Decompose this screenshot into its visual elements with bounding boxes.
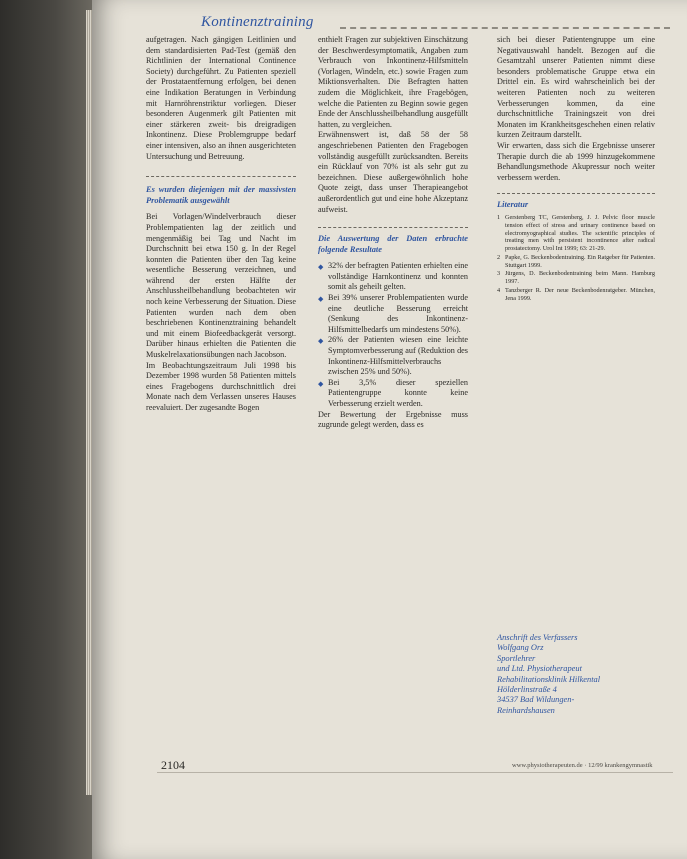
footer-rule	[157, 772, 673, 773]
section-divider	[497, 193, 655, 194]
col2-paragraph-2: Erwähnenswert ist, daß 58 der 58 angeschriebenen Patienten den Fragebogen vollständig ausgefüllt zurücksandten. Bereits ein Rücklauf von 70% ist als sehr gut zu bezeichnen. Diese außergewöhnlich hohe Quote zeigt, dass unser Therapieangebot außerordentlich gut und eine hohe Akzeptanz aufweist.	[318, 130, 468, 214]
address-line: Anschrift des Verfassers	[497, 633, 578, 642]
list-item: ◆ 26% der Patienten wiesen eine leichte Symptomverbesserung auf (Reduktion des Inkontinenz-Hilfsmittelverbrauchs zwischen 25% und 50%).	[318, 335, 468, 377]
col3-paragraph-1: sich bei dieser Patientengruppe um eine Negativauswahl handelt. Bezogen auf die Gesamtzahl unserer Patienten nimmt diese besonders problematische Gruppe etwa ein Drittel ein. Es wird wahrscheinlich bei der weiteren Patienten noch zu weiteren Verbesserungen kommen, da eine durchschnittliche Trainingszeit von drei Monaten im Krankheitsgeschehen einen relativ kurzen Zeitraum darstellt.	[497, 35, 655, 140]
diamond-bullet-icon: ◆	[318, 263, 324, 272]
col3-paragraph-2: Wir erwarten, dass sich die Ergebnisse unserer Therapie durch die ab 1999 hinzugekommene Behandlungsmethode Akupressur noch weiter verbessern werden.	[497, 140, 655, 182]
col2-heading: Die Auswertung der Daten erbrachte folgende Resultate	[318, 234, 468, 254]
address-line: Hölderlinstraße 4	[497, 685, 557, 695]
address-line: Sportlehrer	[497, 653, 536, 663]
list-item: 2 Papke, G. Beckenbodentraining. Ein Ratgeber für Patienten. Stuttgart 1999.	[497, 253, 655, 269]
col2-paragraph-3: Der Bewertung der Ergebnisse muss zugrunde gelegt werden, dass es	[318, 409, 468, 430]
list-item: 3 Jürgens, D. Beckenbodentraining beim Mann. Hamburg 1997.	[497, 270, 655, 286]
list-item: ◆ 32% der befragten Patienten erhielten eine vollständige Harnkontinenz und konnten somit als geheilt gelten.	[318, 261, 468, 292]
book-spine-shadow	[0, 0, 92, 859]
running-title: Kontinenztraining	[201, 14, 314, 30]
journal-footer: www.physiotherapeuten.de · 12/99 krankengymnastik	[512, 762, 653, 769]
list-item: 4 Tanzberger R. Der neue Beckenbodenratgeber. München, Jena 1999.	[497, 287, 655, 302]
col1-paragraph-3: Im Beobachtungszeitraum Juli 1998 bis Dezember 1998 wurden 58 Patienten mittels eines Fragebogens durchschnittlich drei Monate nach dem Verlassen unseres Hauses reevaluiert. Der zugesandte Bogen	[146, 360, 296, 412]
column-1	[146, 35, 296, 414]
diamond-bullet-icon: ◆	[318, 295, 324, 304]
list-item: ◆ Bei 39% unserer Problempatienten wurde eine deutliche Besserung erreicht (Senkung des Inkontinenz-Hilfsmittelbedarfs um mindestens 50%).	[318, 293, 468, 334]
section-divider	[318, 227, 468, 228]
author-address	[497, 633, 657, 716]
col1-paragraph-1: aufgetragen. Nach gängigen Leitlinien und dem standardisierten Pad-Test (gemäß den Richtlinien der International Continence Society) durchgeführt. Zu Patienten speziell der Prostataentfernung erfolgen, bei denen eine Indikation Beratungen in Verbindung mit Harnröhrenstriktur vorliegen. Dieser besonderen Augenmerk gilt Patienten mit einer stärkeren zweit- bis dreigradigen Inkontinenz. Diese Problemgruppe bedarf einer intensiven, also an ihnen ausgerichteten Untersuchung und Betreuung.	[146, 35, 296, 161]
address-line: Reinhardshausen	[497, 705, 555, 715]
address-line: Wolfgang Orz	[497, 643, 544, 653]
running-title-rule	[340, 27, 670, 29]
diamond-bullet-icon: ◆	[318, 379, 324, 388]
col1-heading: Es wurden diejenigen mit der massivsten Problematik ausgewählt	[146, 185, 296, 205]
address-line: und Ltd. Physiotherapeut	[497, 664, 582, 674]
literature-list	[497, 214, 655, 303]
col1-paragraph-2: Bei Vorlagen/Windelverbrauch dieser Problempatienten lag der zeitlich und mengenmäßig bei Tag und Nacht im Durchschnitt bei etwa 150 g. In der Regel konnten die Patienten über den Tag keine wesentliche Besserung verzeichnen, und während der ersten Hälfte der Anschlussheilbehandlung beobachteten wir noch keine Verbesserung der Situation. Diese Patienten wurden nach dem oben beschriebenen Kontinenztraining behandelt und mit einem Biofeedbackgerät versorgt. Darüber hinaus erhielten die Patienten die Muskelrelaxationsübungen nach Jacobson.	[146, 212, 296, 360]
list-item: 1 Gerstenberg TC, Gerstenberg, J. J. Pelvic floor muscle tension effect of stress and urinary continence based on electromyographical studies. The scientific principles of treating men with persistent incontinence after radical prostatectomy. Urol Int 1999; 63: 21-29.	[497, 213, 655, 253]
column-2	[318, 35, 468, 431]
col2-paragraph-1: enthielt Fragen zur subjektiven Einschätzung der Beschwerdesymptomatik, Angaben zum Verbrauch von Inkontinenz-Hilfsmitteln (Vorlagen, Windeln, etc.) sowie Fragen zum Miktionsverhalten. Die Befragten hatten zudem die Möglichkeit, ihre Fragebögen, welche die Patienten zu Beginn sowie gegen Ende der Anschlussheilbehandlung ausgefüllt hatten, zu vergleichen.	[318, 35, 468, 129]
address-line: 34537 Bad Wildungen-	[497, 695, 575, 705]
results-list	[318, 261, 468, 409]
address-line: Rehabilitationsklinik Hilkental	[497, 674, 601, 684]
diamond-bullet-icon: ◆	[318, 337, 324, 346]
list-item: ◆ Bei 3,5% dieser speziellen Patientengruppe konnte keine Verbesserung erzielt werden.	[318, 377, 468, 408]
page-number: 2104	[161, 758, 185, 772]
literature-heading: Literatur	[497, 200, 529, 210]
section-divider	[146, 176, 296, 177]
column-3	[497, 35, 655, 304]
